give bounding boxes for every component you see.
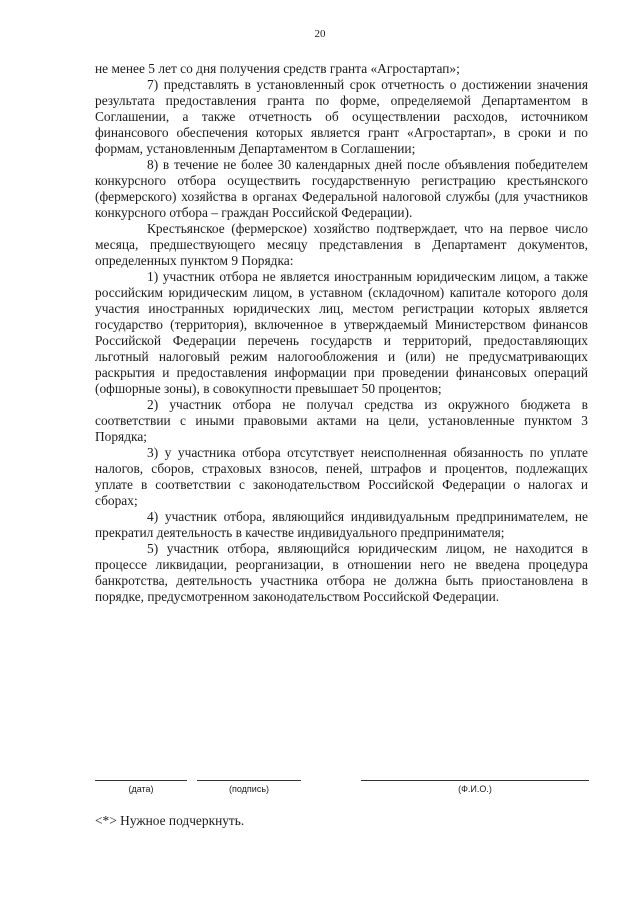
paragraph-condition-5: 5) участник отбора, являющийся юридическим лицом, не находится в процессе ликвидации, реорганизации, в отношении него не введена процедура банкротства, деятельность участника отбора не должна быть приостановлена в порядке, предусмотренном законодательством Российской Федерации. (95, 541, 588, 604)
paragraph-grant-term: не менее 5 лет со дня получения средств гранта «Агростартап»; (95, 61, 460, 76)
paragraph-confirmation: Крестьянское (фермерское) хозяйство подтверждает, что на первое число месяца, предшествующего месяцу представления в Департамент документов, определенных пунктом 9 Порядка: (95, 221, 588, 268)
paragraph-item-8: 8) в течение не более 30 календарных дней после объявления победителем конкурсного отбора осуществить государственную регистрацию крестьянского (фермерского) хозяйства в органах Федеральной налоговой службы (для участников конкурсного отбора – граждан Российской Федерации). (95, 157, 588, 220)
paragraph-condition-4: 4) участник отбора, являющийся индивидуальным предпринимателем, не прекратил деятельность в качестве индивидуального предпринимателя; (95, 509, 588, 540)
name-line (361, 780, 589, 781)
signature-block (0, 770, 640, 810)
signature-line (197, 780, 301, 781)
page-number: 20 (314, 28, 326, 40)
name-label: (Ф.И.О.) (458, 784, 492, 794)
body-text (95, 61, 588, 605)
paragraph-condition-2: 2) участник отбора не получал средства из окружного бюджета в соответствии с иными правовыми актами на цели, установленные пунктом 3 Порядка; (95, 397, 588, 444)
date-label: (дата) (128, 784, 154, 794)
paragraph-condition-3: 3) у участника отбора отсутствует неисполненная обязанность по уплате налогов, сборов, страховых взносов, пеней, штрафов и процентов, подлежащих уплате в соответствии с законодательством Российской Федерации о налогах и сборах; (95, 445, 588, 508)
signature-label: (подпись) (228, 784, 270, 794)
paragraph-condition-1: 1) участник отбора не является иностранным юридическим лицом, а также российским юридическим лицом, в уставном (складочном) капитале которого доля участия иностранных юридических лиц, местом регистрации которых является государство (территория), включенное в утверждаемый Министерством финансов Российской Федерации перечень государств и территорий, предоставляющих льготный налоговый режим налогообложения и (или) не предусматривающих раскрытия и предоставления информации при проведении финансовых операций (офшорные зоны), в совокупности превышает 50 процентов; (95, 269, 588, 396)
footnote: <*> Нужное подчеркнуть. (95, 813, 245, 828)
date-line (95, 780, 187, 781)
paragraph-item-7: 7) представлять в установленный срок отчетность о достижении значения результата предоставления гранта по форме, определяемой Департаментом в Соглашении, а также отчетность об осуществлении расходов, источником финансового обеспечения которых является грант «Агростартап», в сроки и по формам, установленным Департаментом в Соглашении; (95, 77, 588, 156)
